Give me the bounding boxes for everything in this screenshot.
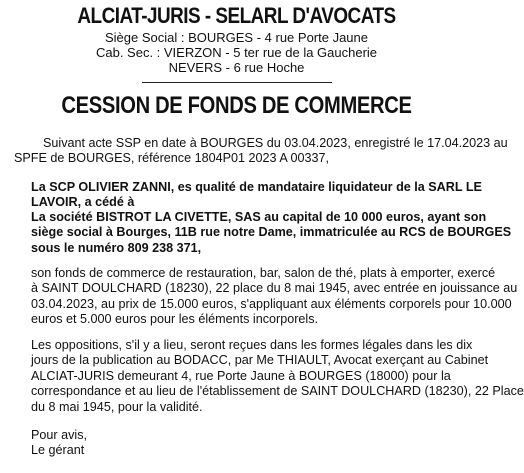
signoff-line: Le gérant: [31, 443, 85, 458]
text-line: euros et 5.000 euros pour les éléments incorporels.: [31, 312, 319, 327]
address-line-secondary-office: Cab. Sec. : VIERZON - 5 ter rue de la Gaucherie: [95, 45, 378, 60]
notice-title: CESSION DE FONDS DE COMMERCE: [61, 92, 412, 119]
text-line: Les oppositions, s'il y a lieu, seront reçues dans les formes légales dans les dix: [31, 338, 473, 352]
text-line: son fonds de commerce de restauration, bar, salon de thé, plats à emporter, exercé: [31, 266, 496, 280]
business-paragraph: [31, 266, 518, 328]
text-line: correspondance et au lieu de l'établissement de SAINT DOULCHARD (18230), 22 Place: [31, 384, 524, 399]
text-line: La SCP OLIVIER ZANNI, es qualité de mandataire liquidateur de la SARL LE: [31, 180, 482, 194]
seller-paragraph: [31, 180, 482, 211]
text-line: SPFE de BOURGES, référence 1804P01 2023 A 00337,: [14, 151, 330, 166]
text-line: LAVOIR, a cédé à: [31, 195, 135, 210]
separator-rule: [142, 82, 332, 83]
oppositions-paragraph: [31, 338, 524, 415]
buyer-paragraph: [31, 210, 512, 256]
address-line-nevers: NEVERS - 6 rue Hoche: [168, 60, 305, 75]
text-line: La société BISTROT LA CIVETTE, SAS au capital de 10 000 euros, ayant son: [31, 210, 487, 224]
text-line: jours de la publication au BODACC, par Me THIAULT, Avocat exerçant au Cabinet: [31, 353, 489, 368]
address-line-head-office: Siège Social : BOURGES - 4 rue Porte Jaune: [104, 30, 368, 45]
text-line: siège social à Bourges, 11B rue notre Dame, immatriculée au RCS de BOURGES: [31, 225, 512, 240]
text-line: du 8 mai 1945, pour la validité.: [31, 399, 203, 414]
signoff: [31, 428, 87, 459]
signoff-line: Pour avis,: [31, 428, 87, 442]
text-line: sous le numéro 809 238 371,: [31, 240, 202, 255]
text-line: ALCIAT-JURIS demeurant 4, rue Porte Jaune à BOURGES (18000) pour la: [31, 368, 451, 383]
firm-name: ALCIAT-JURIS - SELARL D'AVOCATS: [77, 3, 396, 28]
intro-paragraph: [14, 136, 508, 167]
text-line: 03.04.2023, au prix de 15.000 euros, s'appliquant aux éléments corporels pour 10.000: [31, 296, 512, 311]
text-line: à SAINT DOULCHARD (18230), 22 place du 8 mai 1945, avec entrée en jouissance au: [31, 281, 518, 296]
text-line: Suivant acte SSP en date à BOURGES du 03.04.2023, enregistré le 17.04.2023 au: [43, 136, 508, 150]
